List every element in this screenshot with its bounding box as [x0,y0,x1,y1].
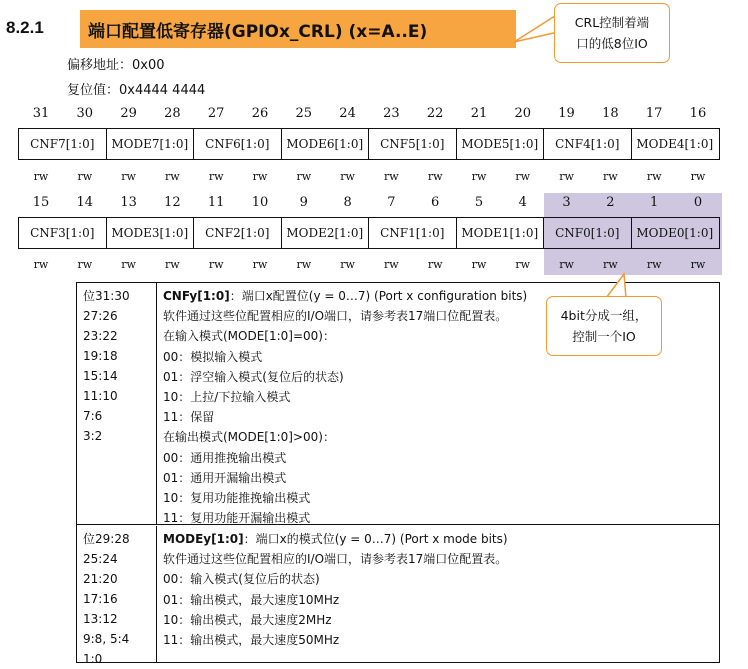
access-label: rw [340,258,355,271]
access-label: rw [33,170,49,183]
bit-number: 13 [120,195,137,210]
bit-number: 11 [207,195,225,210]
bit-number: 1 [650,195,659,210]
desc-line: 在输入模式(MODE[1:0]=00)： [163,329,335,344]
field-mode3: MODE3[1:0] [107,218,195,248]
desc-line: 10：复用功能推挽输出模式 [163,491,311,506]
desc-line: 01：通用开漏输出模式 [163,470,287,485]
field-summary: ：端口x配置位(y = 0…7) (Port x configuration bits) [229,289,528,303]
desc-line: 软件通过这些位配置相应的I/O端口，请参考表17端口位配置表。 [163,309,508,324]
desc-line: 11：复用功能开漏输出模式 [163,511,311,526]
callout-mid [546,296,662,356]
desc-heading-mode [163,529,715,549]
access-label: rw [515,170,531,183]
access-label: rw [646,170,662,183]
access-label: rw [77,170,93,183]
bit-range: 11:10 [83,389,118,403]
bit-numbers-low [23,195,716,210]
bit-number: 31 [32,106,50,121]
field-name: MODEy[1:0] [163,532,244,546]
bit-numbers-high [23,106,716,121]
field-cnf1: CNF1[1:0] [369,218,457,248]
desc-line: 11：输出模式，最大速度50MHz [163,633,340,648]
bit-number: 9 [299,195,308,210]
desc-bits-mode [77,526,157,666]
bit-number: 22 [426,106,444,121]
bit-number: 3 [562,195,571,210]
field-mode0: MODE0[1:0] [636,226,714,240]
callout-top-line: 口的低8位IO [576,36,648,51]
callout-mid-line: 4bit分成一组， [560,308,648,323]
bit-number: 23 [383,106,400,121]
callout-top [554,3,670,63]
access-label: rw [208,170,224,183]
access-label: rw [252,170,268,183]
bit-number: 6 [431,195,440,210]
access-label: rw [603,258,618,271]
access-label: rw [384,170,399,183]
access-label: rw [384,258,399,271]
bit-number: 14 [76,195,94,210]
bit-range: 19:18 [83,349,118,363]
bit-number: 20 [514,106,532,121]
callout-top-line: CRL控制着端 [574,15,650,30]
desc-text-mode [163,529,715,650]
access-label: rw [340,170,355,183]
field-mode7: MODE7[1:0] [107,129,195,159]
access-label: rw [427,258,443,271]
access-label: rw [690,170,706,183]
field-cnf7: CNF7[1:0] [19,129,107,159]
bit-number: 10 [251,195,269,210]
bit-range: 17:16 [83,592,118,606]
bit-range: 15:14 [83,369,118,383]
field-cnf0: CNF0[1:0] [544,218,632,248]
bit-range: 13:12 [83,612,118,626]
field-cnf5: CNF5[1:0] [369,129,457,159]
field-summary: ：端口x的模式位(y = 0…7) (Port x mode bits) [243,532,508,546]
section-title: 端口配置低寄存器(GPIOx_CRL) (x=A..E) [80,10,516,48]
bit-number: 27 [207,106,225,121]
bit-number: 4 [518,195,527,210]
field-cnf4: CNF4[1:0] [544,129,632,159]
bit-number: 26 [251,106,269,121]
reset-value: 复位值：0x4444 4444 [67,83,206,98]
access-label: rw [296,258,312,271]
desc-line: 软件通过这些位配置相应的I/O端口，请参考表17端口位配置表。 [163,552,508,567]
bit-range: 1:0 [83,652,103,666]
bit-number: 30 [76,106,94,121]
desc-line: 10：输出模式，最大速度2MHz [163,612,332,627]
access-label: rw [121,258,136,271]
bit-range: 25:24 [83,552,118,566]
field-mode4: MODE4[1:0] [636,137,714,151]
callout-mid-line: 控制一个IO [572,329,636,344]
bit-number: 16 [689,106,707,121]
register-fields-high [18,128,720,160]
desc-line: 在输出模式(MODE[1:0]>00)： [163,430,335,445]
bit-number: 12 [164,195,181,210]
register-fields-low [18,217,720,249]
desc-line: 11：保留 [163,410,215,425]
bit-range: 21:20 [83,572,118,586]
field-mode1: MODE1[1:0] [457,218,545,248]
bit-range: 9:8, 5:4 [83,632,130,646]
bit-number: 17 [645,106,663,121]
bit-number: 29 [120,106,137,121]
bit-number: 8 [343,195,352,210]
access-label: rw [77,258,93,271]
bit-range: 23:22 [83,329,118,343]
access-label: rw [165,170,180,183]
bit-number: 25 [295,106,313,121]
bit-number: 24 [339,106,356,121]
bit-number: 7 [387,195,396,210]
access-label: rw [559,170,574,183]
desc-line: 01：输出模式，最大速度10MHz [163,592,340,607]
bit-range: 27:26 [83,309,118,323]
access-label: rw [646,258,662,271]
bit-number: 28 [164,106,181,121]
desc-line: 00：输入模式(复位后的状态) [163,572,320,587]
access-label: rw [471,258,487,271]
access-label: rw [515,258,531,271]
bit-number: 18 [602,106,619,121]
access-label: rw [559,258,574,271]
access-high [23,170,716,183]
callout-top-pointer [500,0,560,50]
desc-bits-cnf [77,283,157,524]
bit-range: 位29:28 [83,532,130,546]
bit-range: 位31:30 [83,289,130,303]
desc-line: 00：通用推挽输出模式 [163,450,287,465]
bit-number: 0 [693,195,703,210]
access-label: rw [33,258,49,271]
bit-number: 15 [32,195,50,210]
offset-address: 偏移地址：0x00 [67,58,165,73]
bit-number: 19 [558,106,575,121]
access-label: rw [603,170,618,183]
section-number: 8.2.1 [6,18,44,37]
access-label: rw [296,170,312,183]
field-mode5: MODE5[1:0] [457,129,545,159]
desc-line: 00：模拟输入模式 [163,349,263,364]
access-label: rw [690,258,706,271]
desc-row-mode [77,526,719,666]
field-cnf6: CNF6[1:0] [194,129,282,159]
field-name: CNFy[1:0] [163,289,230,303]
field-cnf3: CNF3[1:0] [19,218,107,248]
access-label: rw [165,258,180,271]
bit-number: 2 [606,195,615,210]
desc-line: 01：浮空输入模式(复位后的状态) [163,369,344,384]
field-mode6: MODE6[1:0] [282,129,370,159]
access-label: rw [427,170,443,183]
field-mode2: MODE2[1:0] [282,218,370,248]
bit-range: 7:6 [83,409,103,423]
bit-number: 5 [474,195,484,210]
access-label: rw [252,258,268,271]
access-label: rw [471,170,487,183]
field-cnf2: CNF2[1:0] [194,218,282,248]
bit-number: 21 [470,106,488,121]
access-label: rw [121,170,136,183]
desc-line: 10：上拉/下拉输入模式 [163,390,291,405]
access-label: rw [208,258,224,271]
bit-range: 3:2 [83,429,103,443]
